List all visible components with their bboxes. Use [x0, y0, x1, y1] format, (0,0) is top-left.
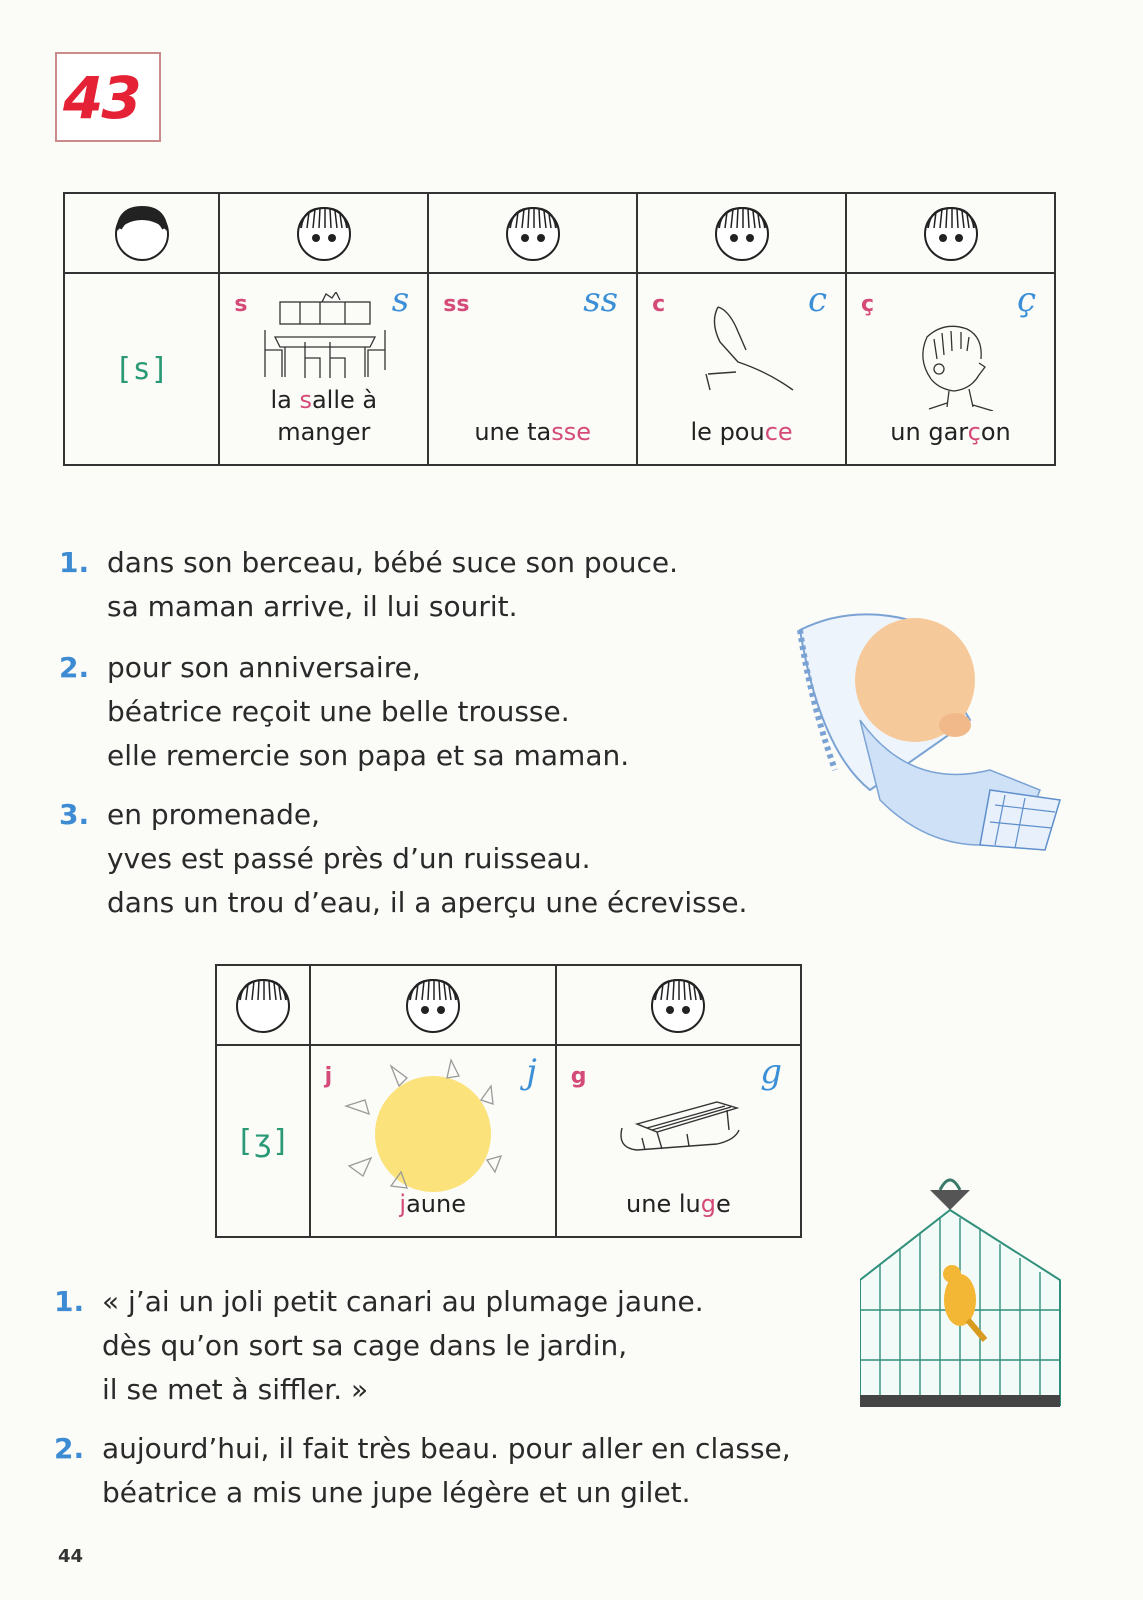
caption-le-pouce: le pouce: [690, 418, 793, 446]
caption-une-tasse: une tasse: [474, 418, 592, 446]
cursive-letter: g: [760, 1052, 782, 1092]
text-line: elle remercie son papa et sa maman.: [107, 739, 630, 772]
text-line: aujourd’hui, il fait très beau. pour aller en classe,: [102, 1432, 791, 1465]
sentence-group-4: [54, 1280, 704, 1412]
text-line: « j’ai un joli petit canari au plumage jaune.: [102, 1285, 704, 1318]
cursive-letter: ç: [1016, 280, 1036, 320]
lesson-number: 43: [63, 64, 140, 132]
sentence-group-1: [59, 541, 679, 629]
sound-table-s: [63, 192, 1056, 466]
face-cell: [637, 193, 846, 273]
caption-une-luge: une luge: [626, 1190, 731, 1218]
text-line: sa maman arrive, il lui sourit.: [107, 590, 518, 623]
sound-table-j: [215, 964, 802, 1238]
face-cell: [64, 193, 219, 273]
grapheme: s: [234, 292, 248, 317]
page-number: 44: [58, 1546, 84, 1567]
face-icon: [398, 970, 468, 1036]
sled-illustration: [617, 1094, 747, 1164]
birdcage-illustration: [860, 1170, 1080, 1420]
caption-salle-a-manger: la salle à manger: [270, 386, 378, 446]
text-line: dans son berceau, bébé suce son pouce.: [107, 546, 679, 579]
sentence-group-3: [59, 793, 748, 925]
grapheme: ss: [443, 292, 470, 317]
dining-room-illustration: [260, 292, 390, 382]
text-line: dès qu’on sort sa cage dans le jardin,: [102, 1329, 628, 1362]
face-cell: [216, 965, 310, 1045]
grapheme-cell-s: [219, 273, 428, 465]
grapheme: c: [652, 292, 666, 317]
face-cell: [310, 965, 556, 1045]
thumb-illustration: [698, 302, 808, 392]
text-line: béatrice a mis une jupe légère et un gilet.: [102, 1476, 691, 1509]
grapheme: ç: [861, 292, 875, 317]
item-number: 1.: [54, 1285, 85, 1318]
face-icon: [916, 198, 986, 264]
text-line: il se met à siffler. »: [102, 1373, 369, 1406]
face-cell: [219, 193, 428, 273]
text-line: yves est passé près d’un ruisseau.: [107, 842, 591, 875]
caption-jaune: jaune: [399, 1190, 466, 1218]
text-line: béatrice reçoit une belle trousse.: [107, 695, 570, 728]
baby-illustration: [790, 600, 1080, 870]
cursive-letter: s: [391, 280, 410, 320]
grapheme: j: [324, 1064, 333, 1089]
cursive-letter: c: [808, 280, 828, 320]
boy-head-illustration: [909, 319, 999, 411]
cursive-letter: ss: [583, 280, 619, 320]
item-number: 3.: [59, 798, 90, 831]
grapheme-cell-g: [556, 1045, 801, 1237]
face-cell: [846, 193, 1055, 273]
face-cell: [428, 193, 637, 273]
face-cell: [556, 965, 801, 1045]
grapheme: g: [570, 1064, 587, 1089]
sun-illustration: [341, 1056, 521, 1196]
lesson-number-badge: [55, 52, 161, 142]
phoneme-s: [s]: [64, 273, 219, 465]
grapheme-cell-c: [637, 273, 846, 465]
text-line: en promenade,: [107, 798, 320, 831]
item-number: 2.: [59, 651, 90, 684]
caption-un-garcon: un garçon: [890, 418, 1011, 446]
face-icon: [289, 198, 359, 264]
grapheme-cell-j: [310, 1045, 556, 1237]
cursive-letter: j: [526, 1052, 537, 1092]
phoneme-j: [ʒ]: [216, 1045, 310, 1237]
face-icon: [643, 970, 713, 1036]
sentence-group-5: [54, 1427, 791, 1515]
face-icon-shaded: [107, 198, 177, 264]
item-number: 2.: [54, 1432, 85, 1465]
item-number: 1.: [59, 546, 90, 579]
grapheme-cell-c-cedilla: [846, 273, 1055, 465]
grapheme-cell-ss: [428, 273, 637, 465]
face-icon-no-eyes: [228, 970, 298, 1036]
sentence-group-2: [59, 646, 630, 778]
face-icon: [498, 198, 568, 264]
text-line: pour son anniversaire,: [107, 651, 421, 684]
text-line: dans un trou d’eau, il a aperçu une écrevisse.: [107, 886, 748, 919]
face-icon: [707, 198, 777, 264]
